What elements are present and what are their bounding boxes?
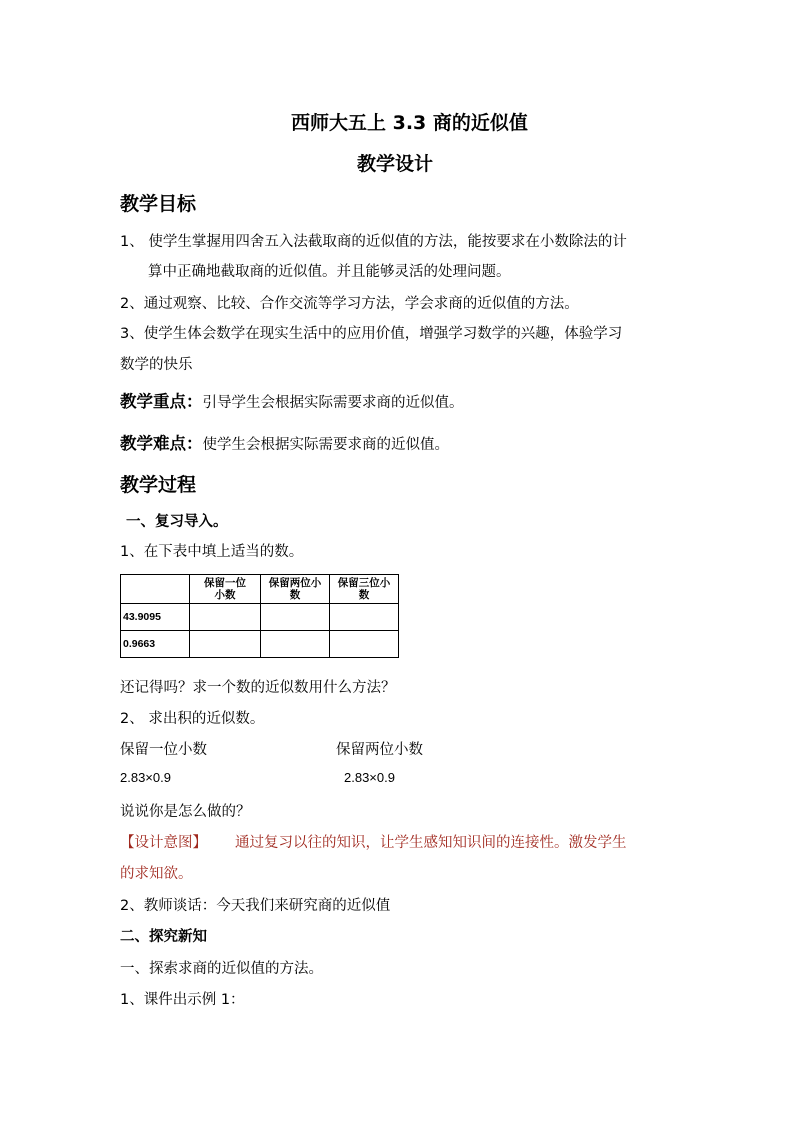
table-header-cell: 保留三位小 数 <box>330 575 399 604</box>
table-header-cell: 保留两位小 数 <box>261 575 330 604</box>
table-row <box>121 604 399 631</box>
example-1: 1、课件出示例 1： <box>120 992 245 1008</box>
left-expression: 2.83×0.9 <box>120 770 171 785</box>
objective-3-line-2: 数学的快乐 <box>120 357 193 373</box>
design-intent-line-1 <box>120 831 627 852</box>
table-header-row <box>121 575 399 604</box>
right-column-label: 保留两位小数 <box>336 742 423 758</box>
table-cell <box>330 604 399 631</box>
section-explore: 二、探究新知 <box>120 929 207 945</box>
objective-2: 2、通过观察、比较、合作交流等学习方法，学会求商的近似值的方法。 <box>120 296 579 312</box>
question-2: 2、 求出积的近似数。 <box>120 711 265 727</box>
fill-table <box>120 574 399 658</box>
section-review: 一、复习导入。 <box>126 514 228 530</box>
left-column-label: 保留一位小数 <box>120 742 207 758</box>
objective-1-line-1: 1、 使学生掌握用四舍五入法截取商的近似值的方法，能按要求在小数除法的计 <box>120 234 627 250</box>
key-point <box>120 388 464 412</box>
design-intent-text: 通过复习以往的知识，让学生感知知识间的连接性。激发学生 <box>235 835 627 851</box>
table-header-cell: 保留一位 小数 <box>190 575 261 604</box>
objective-1-line-2: 算中正确地截取商的近似值。并且能够灵活的处理问题。 <box>148 264 511 280</box>
table-cell <box>261 604 330 631</box>
right-expression: 2.83×0.9 <box>344 770 395 785</box>
difficulty-label: 教学难点： <box>120 434 203 453</box>
table-cell <box>190 631 261 658</box>
difficulty <box>120 430 449 454</box>
design-intent-line-2: 的求知欲。 <box>120 866 193 882</box>
teacher-talk: 2、教师谈话：今天我们来研究商的近似值 <box>120 898 391 914</box>
table-cell <box>330 631 399 658</box>
difficulty-text: 使学生会根据实际需要求商的近似值。 <box>202 437 449 453</box>
recall-question: 还记得吗？求一个数的近似数用什么方法？ <box>120 680 396 696</box>
table-row-label: 43.9095 <box>121 604 190 631</box>
design-intent-label: 【设计意图】 <box>120 835 207 851</box>
key-point-label: 教学重点： <box>120 392 203 411</box>
table-row-label: 0.9663 <box>121 631 190 658</box>
question-1: 1、在下表中填上适当的数。 <box>120 544 304 560</box>
key-point-text: 引导学生会根据实际需要求商的近似值。 <box>202 395 464 411</box>
objectives-heading: 教学目标 <box>120 193 197 215</box>
explore-method: 一、探索求商的近似值的方法。 <box>120 961 323 977</box>
table-cell <box>261 631 330 658</box>
table-header-cell <box>121 575 190 604</box>
table-cell <box>190 604 261 631</box>
explain-prompt: 说说你是怎么做的？ <box>120 804 251 820</box>
document-title: 西师大五上 3.3 商的近似值 <box>291 112 528 134</box>
table-row <box>121 631 399 658</box>
document-subtitle: 教学设计 <box>357 153 434 175</box>
objective-3-line-1: 3、使学生体会数学在现实生活中的应用价值，增强学习数学的兴趣，体验学习 <box>120 326 623 342</box>
process-heading: 教学过程 <box>120 474 197 496</box>
